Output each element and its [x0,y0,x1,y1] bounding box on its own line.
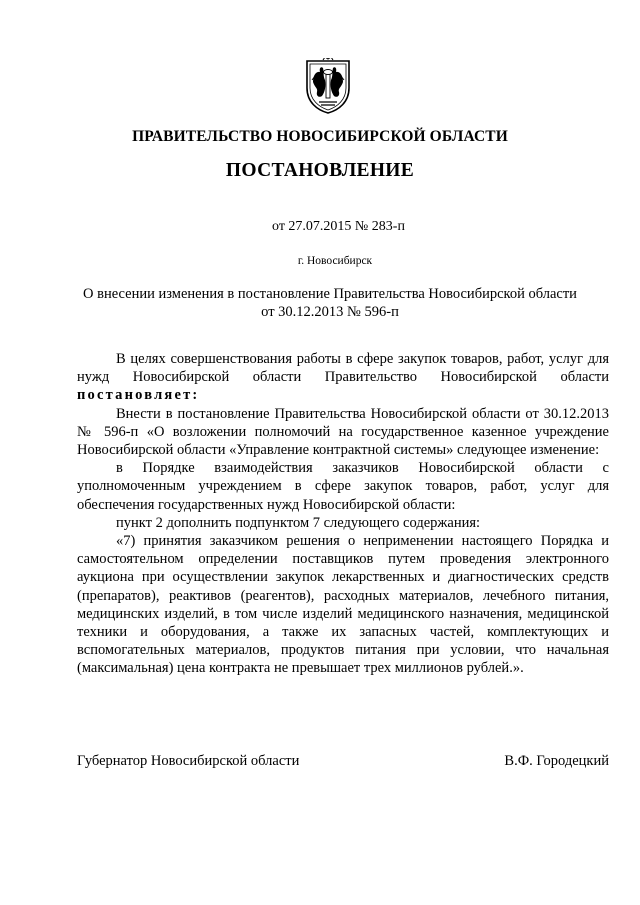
resolution-keyword-colon: : [192,387,200,404]
document-subject [60,285,600,321]
subject-line: О внесении изменения в постановление Правительства Новосибирской области [83,286,577,302]
signatory-position: Губернатор Новосибирской области [77,753,300,769]
document-date-number: от 27.07.2015 № 283-п [272,219,405,234]
subject-line: от 30.12.2013 № 596-п [261,304,399,320]
coat-of-arms-icon [305,58,351,114]
body-paragraph: Внести в постановление Правительства Новосибирской области от 30.12.2013 № 596-п «О возложении полномочий на государственное казенное учреждение Новосибирской области «Управление контрактной системы» следующее изменение: [77,405,609,459]
organization-name: ПРАВИТЕЛЬСТВО НОВОСИБИРСКОЙ ОБЛАСТИ [132,128,508,145]
body-paragraph: в Порядке взаимодействия заказчиков Новосибирской области с уполномоченным учреждением в сфере закупок товаров, работ, услуг для обеспечения государственных нужд Новосибирской области: [77,460,609,513]
document-body [77,350,609,678]
signatory-name: В.Ф. Городецкий [504,753,609,769]
signature-block [77,753,609,770]
document-type: ПОСТАНОВЛЕНИЕ [225,160,415,181]
body-paragraph: «7) принятия заказчиком решения о неприменении настоящего Порядка и самостоятельном определении поставщиков путем проведения электронного аукциона при осуществлении закупок лекарственных и диагностических средств (препаратов), реактивов (реагентов), расходных материалов, лечебного питания, медицинских изделий, в том числе изделий медицинского назначения, медицинской техники и оборудования, а также их запасных частей, комплектующих и вспомогательных материалов, продуктов питания при условии, что начальная (максимальная) цена контракта не превышает трех миллионов рублей.». [77,533,609,677]
document-city: г. Новосибирск [297,255,373,267]
body-paragraph: пункт 2 дополнить подпунктом 7 следующего содержания: [116,514,481,531]
body-paragraph [77,350,609,405]
resolution-keyword: постановляет [77,387,193,404]
paragraph-text: В целях совершенствования работы в сфере закупок товаров, работ, услуг для нужд Новосибирской области Правительство Новосибирской области [77,351,609,386]
